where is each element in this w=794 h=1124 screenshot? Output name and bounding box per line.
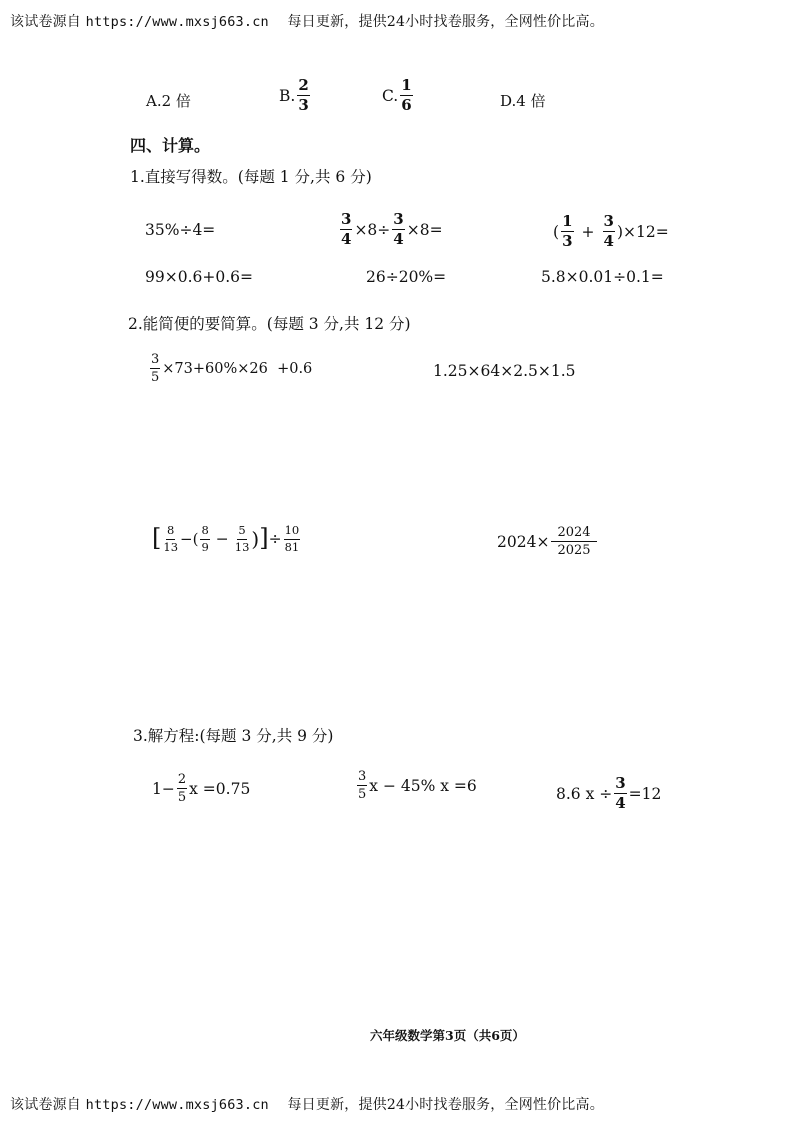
option-b: [279, 78, 312, 113]
top-banner: [10, 11, 604, 31]
expr-text: ÷: [268, 530, 282, 548]
page-number: 六年级数学第3页（共6页）: [370, 1028, 525, 1043]
q3-expr-3: [556, 776, 661, 811]
expr-text: ×8÷: [354, 220, 391, 239]
q1-expr-6: 5.8×0.01÷0.1=: [541, 268, 664, 286]
q3-title: 3.解方程:(每题 3 分,共 9 分): [133, 727, 334, 745]
expr-text: −(: [180, 530, 199, 548]
q3-expr-2: [355, 770, 477, 801]
fraction: $\frac{3}{4}$: [341, 210, 352, 248]
q1-title: 1.直接写得数。(每题 1 分,共 6 分): [130, 168, 372, 186]
q1-expr-4: 99×0.6+0.6=: [145, 268, 253, 286]
banner-source: 该试卷源自: [10, 1097, 81, 1113]
fraction: $\frac{8}{13}$: [163, 523, 179, 554]
expr-text: 2024×: [497, 532, 550, 551]
banner-slogan: 每日更新，提供24小时找卷服务，全网性价比高。: [287, 14, 604, 30]
option-b-fraction: $\frac{2}{3}$: [298, 76, 309, 114]
expr-text: (: [553, 222, 560, 241]
fraction: $\frac{3}{5}$: [151, 352, 160, 385]
banner-url[interactable]: https://www.mxsj663.cn: [85, 1097, 269, 1113]
bottom-banner: [10, 1094, 604, 1114]
option-d: D.4 倍: [500, 92, 546, 110]
expr-text: 1−: [152, 779, 175, 798]
section-title: 四、计算。: [130, 136, 211, 155]
q3-expr-1: [152, 773, 250, 804]
fraction: $\frac{8}{9}$: [201, 523, 209, 554]
banner-slogan: 每日更新，提供24小时找卷服务，全网性价比高。: [287, 1097, 604, 1113]
q2-expr-1: [148, 353, 312, 384]
bracket: [: [152, 524, 162, 552]
fraction: $\frac{3}{5}$: [358, 769, 367, 802]
option-c-fraction: $\frac{1}{6}$: [401, 76, 412, 114]
fraction: $\frac{5}{13}$: [234, 523, 250, 554]
fraction: $\frac{1}{3}$: [562, 212, 573, 250]
expr-text: )×12=: [616, 222, 669, 241]
q2-expr-2: 1.25×64×2.5×1.5: [433, 362, 576, 380]
expr-text: =12: [628, 784, 662, 803]
q1-expr-3: [553, 214, 669, 249]
banner-url[interactable]: https://www.mxsj663.cn: [85, 14, 269, 30]
fraction: $\frac{3}{4}$: [393, 210, 404, 248]
fraction: $\frac{2024}{2025}$: [551, 526, 596, 557]
fraction: $\frac{2}{5}$: [177, 772, 187, 805]
q2-expr-3: [152, 525, 302, 553]
expr-text: +: [581, 222, 595, 241]
q2-title: 2.能简便的要简算。(每题 3 分,共 12 分): [128, 315, 411, 333]
q1-expr-5: 26÷20%=: [366, 268, 447, 286]
expr-text: ): [251, 527, 260, 551]
bracket: ]: [259, 524, 269, 552]
expr-text: x =0.75: [189, 779, 251, 798]
expr-text: x − 45% x =6: [369, 776, 477, 795]
fraction: $\frac{3}{4}$: [615, 774, 626, 812]
q1-expr-2: [338, 212, 443, 247]
fraction: $\frac{3}{4}$: [603, 212, 614, 250]
option-b-label: B.: [279, 86, 296, 105]
expr-text: ×8=: [406, 220, 443, 239]
banner-source: 该试卷源自: [10, 14, 81, 30]
expr-text: −: [215, 530, 229, 548]
fraction: $\frac{10}{81}$: [284, 523, 300, 554]
expr-text: ×73+60%×26 +0.6: [162, 360, 313, 377]
option-c: [382, 78, 415, 113]
q1-expr-1: 35%÷4=: [145, 221, 216, 239]
option-a: A.2 倍: [146, 92, 191, 110]
option-c-label: C.: [382, 86, 399, 105]
expr-text: 8.6 x ÷: [556, 784, 613, 803]
q2-expr-4: [497, 526, 599, 557]
